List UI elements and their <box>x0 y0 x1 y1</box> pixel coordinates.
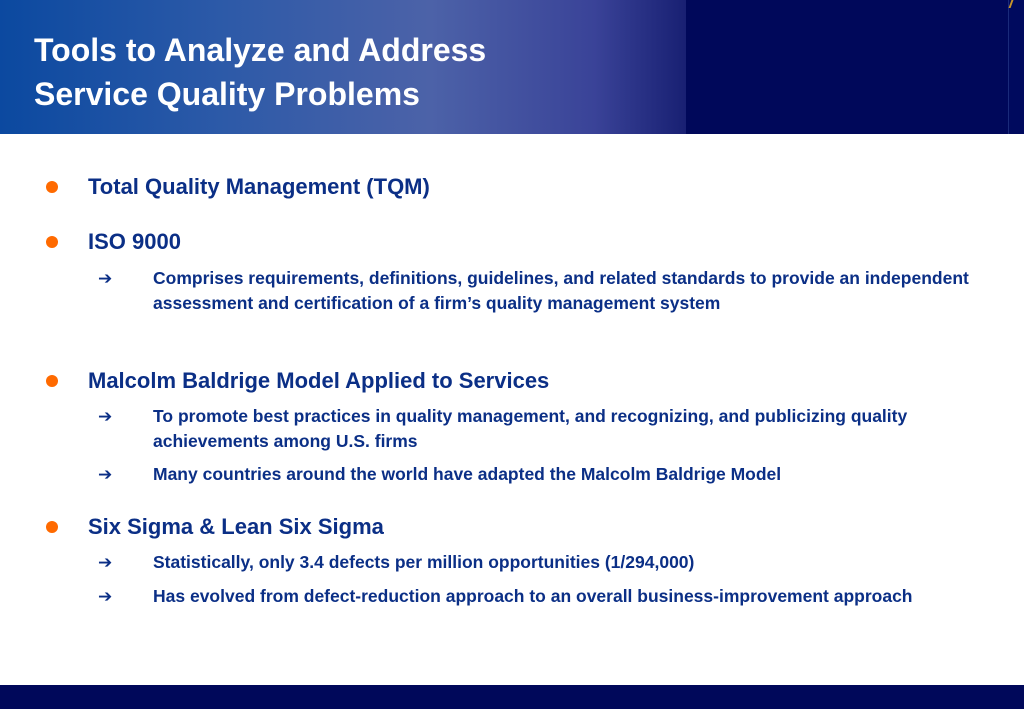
bullet-label: ISO 9000 <box>88 229 181 254</box>
sub-bullet-text: Many countries around the world have adapted the Malcolm Baldrige Model <box>153 464 782 484</box>
right-arrow-icon: ➔ <box>98 269 113 288</box>
right-arrow-icon: ➔ <box>98 587 113 606</box>
footer-bar <box>0 685 1024 709</box>
slide-title-line-2: Service Quality Problems <box>34 76 420 112</box>
sub-bullet-text: Comprises requirements, definitions, guidelines, and related standards to provide an independent assessment and certification of a firm’s quality management system <box>153 268 969 313</box>
corner-accent-mark <box>1009 0 1014 8</box>
bullet-label: Six Sigma & Lean Six Sigma <box>88 514 384 539</box>
right-arrow-icon: ➔ <box>98 553 113 572</box>
sub-bullet-text: Statistically, only 3.4 defects per million opportunities (1/294,000) <box>153 552 695 572</box>
orange-dot-icon <box>46 181 58 193</box>
header-dark-block <box>686 0 1009 134</box>
bullet-label: Malcolm Baldrige Model Applied to Services <box>88 368 550 393</box>
slide-title-line-1: Tools to Analyze and Address <box>34 32 487 68</box>
sub-bullet-text: To promote best practices in quality management, and recognizing, and publicizing quality achievements among U.S. firms <box>153 406 908 451</box>
orange-dot-icon <box>46 521 58 533</box>
right-arrow-icon: ➔ <box>98 465 113 484</box>
sub-bullet-text: Has evolved from defect-reduction approach to an overall business-improvement approach <box>153 586 913 606</box>
orange-dot-icon <box>46 375 58 387</box>
slide-title <box>34 28 486 116</box>
orange-dot-icon <box>46 236 58 248</box>
bullet-label: Total Quality Management (TQM) <box>88 174 430 199</box>
right-arrow-icon: ➔ <box>98 407 113 426</box>
header-banner <box>0 0 1024 134</box>
